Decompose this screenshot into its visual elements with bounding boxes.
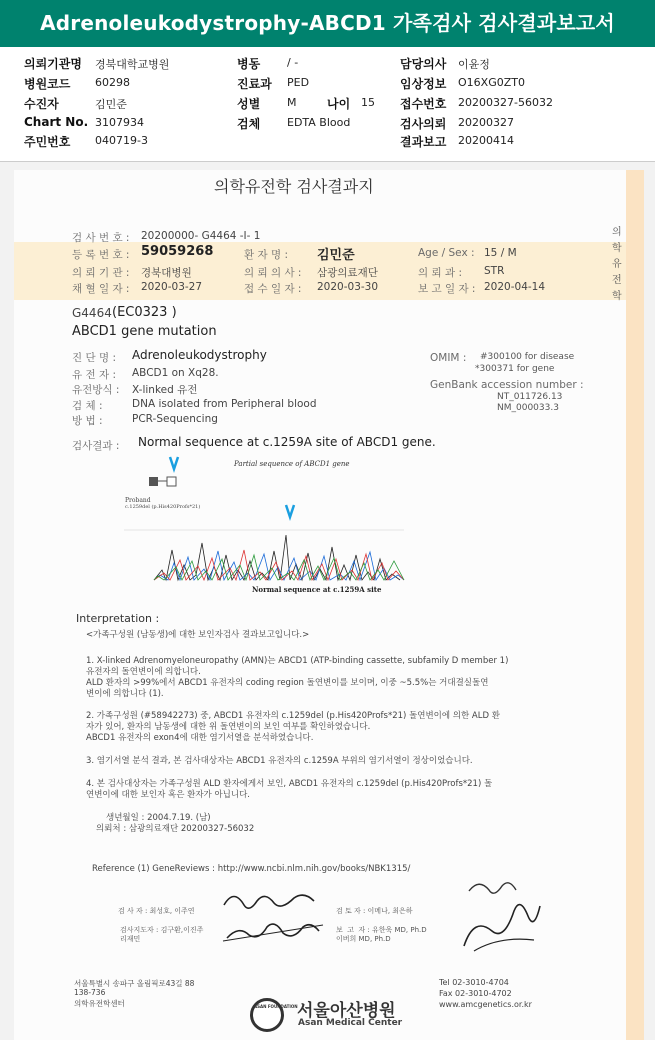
value-specimen-r: DNA isolated from Peripheral blood xyxy=(132,398,317,410)
value-ward: / - xyxy=(287,56,299,69)
reference: Reference (1) GeneReviews : http://www.ncbi.nlm.nih.gov/books/NBK1315/ xyxy=(92,864,411,874)
value-institution-r: 경북대병원 xyxy=(141,267,192,279)
side-text: 의학유전학 xyxy=(612,227,622,302)
interp-line-6: 자가 있어, 환자의 남동생에 대한 위 돌연변이의 보인 여부를 확인하였습니다. xyxy=(86,722,371,732)
value-institution: 경북대학교병원 xyxy=(95,58,170,71)
label-reg-no: 등 록 번 호 : xyxy=(72,249,130,261)
value-test-request: 20200327 xyxy=(458,116,514,129)
test-name: ABCD1 gene mutation xyxy=(72,324,217,339)
interp-line-1: 1. X-linked Adrenomyeloneuropathy (AMN)는 ABCD1 (ATP-binding cassette, subfamily D member 1) xyxy=(86,656,509,666)
interp-line-5: 2. 가족구성원 (#58942273) 중, ABCD1 유전자의 c.1259del (p.His420Profs*21) 돌연변이에 의한 ALD 환 xyxy=(86,711,500,721)
label-patient: 수진자 xyxy=(24,97,59,111)
report-heading: 의학유전학 검사결과지 xyxy=(214,177,374,196)
interp-birth: 생년월일 : 2004.7.19. (남) xyxy=(106,813,211,823)
label-dept: 진료과 xyxy=(237,77,272,91)
value-sex: M xyxy=(287,96,297,109)
label-receive-date: 접 수 일 자 : xyxy=(244,283,302,295)
report-title: Adrenoleukodystrophy-ABCD1 가족검사 검사결과보고서 xyxy=(0,0,655,47)
value-patient-name: 김민준 xyxy=(317,248,355,263)
test-code: G4464 xyxy=(72,306,112,320)
pedigree-arrow-icon xyxy=(170,457,178,469)
value-result: Normal sequence at c.1259A site of ABCD1 gene. xyxy=(138,435,436,449)
interp-line-9: 4. 본 검사대상자는 가족구성원 ALD 환자에게서 보인, ABCD1 유전자의 c.1259del (p.His420Profs*21) 돌 xyxy=(86,779,493,789)
label-requester: 의 뢰 의 사 : xyxy=(244,267,302,279)
label-specimen: 검체 xyxy=(237,117,261,131)
interp-line-7: ABCD1 유전자의 exon4에 대한 염기서열을 분석하였습니다. xyxy=(86,733,314,743)
label-doctor: 담당의사 xyxy=(400,57,447,71)
interp-line-3: ALD 환자의 >99%에서 ABCD1 유전자의 coding region 돌연변이를 보이며, 이중 ~5.5%는 거대결실돌연 xyxy=(86,678,489,688)
omim-disease: #300100 for disease xyxy=(480,352,575,362)
chromatogram-figure xyxy=(114,455,414,600)
value-reg-no: 59059268 xyxy=(141,244,214,259)
chromatogram-arrow-icon xyxy=(286,505,294,517)
value-clinical-info: O16XG0ZT0 xyxy=(458,76,525,89)
value-gene: ABCD1 on Xq28. xyxy=(132,367,219,379)
label-hospital-code: 병원코드 xyxy=(24,77,71,91)
interp-line-4: 변이에 의합니다 (1). xyxy=(86,689,164,699)
label-diagnosis: 진 단 명 : xyxy=(72,352,116,364)
side-stripe xyxy=(626,170,644,1040)
value-chart-no: 3107934 xyxy=(95,116,144,129)
label-gene: 유 전 자 : xyxy=(72,369,116,381)
pedigree-brother xyxy=(167,477,176,486)
header-info xyxy=(0,47,655,162)
label-dept-r: 의 뢰 과 : xyxy=(418,267,462,279)
value-collect-date: 2020-03-27 xyxy=(141,281,203,293)
value-method: PCR-Sequencing xyxy=(132,413,218,425)
interp-title: Interpretation : xyxy=(76,612,160,625)
label-patient-name: 환 자 명 : xyxy=(244,249,288,261)
value-result-report: 20200414 xyxy=(458,134,514,147)
pedigree-sub: c.1259del (p.His420Profs*21) xyxy=(125,504,201,510)
genbank-nt: NT_011726.13 xyxy=(497,392,563,402)
value-hospital-code: 60298 xyxy=(95,76,130,89)
signer-reporter: 보 고 자 : 유한욱 MD, Ph.D 이버희 MD, Ph.D xyxy=(336,926,427,943)
label-resident-no: 주민번호 xyxy=(24,135,71,149)
footer-fax: Fax 02-3010-4702 xyxy=(439,989,512,998)
value-doctor: 이윤정 xyxy=(458,58,490,71)
interp-line-2: 유전자의 돌연변이에 의합니다. xyxy=(86,667,201,677)
value-dept: PED xyxy=(287,76,310,89)
signature-marks xyxy=(219,883,329,943)
label-test-no: 검 사 번 호 : xyxy=(72,232,130,244)
value-age: 15 xyxy=(361,96,375,109)
label-ward: 병동 xyxy=(237,57,261,71)
footer-center: 의학유전학센터 xyxy=(74,999,125,1008)
footer-tel: Tel 02-3010-4704 xyxy=(439,978,509,987)
value-age-sex: 15 / M xyxy=(484,247,517,259)
signer-supervisor: 검사지도자 : 김구환,이진주 리재민 xyxy=(120,926,204,943)
label-receipt-no: 접수번호 xyxy=(400,97,447,111)
value-inheritance: X-linked 유전 xyxy=(132,384,198,396)
interp-line-8: 3. 염기서열 분석 결과, 본 검사대상자는 ABCD1 유전자의 c.1259A 부위의 염기서열이 정상이었습니다. xyxy=(86,756,473,766)
genbank-nm: NM_000033.3 xyxy=(497,403,559,413)
scanned-report xyxy=(14,170,644,1040)
value-diagnosis: Adrenoleukodystrophy xyxy=(132,348,267,362)
label-specimen-r: 검 체 : xyxy=(72,400,103,412)
value-test-no: 20200000- G4464 -I- 1 xyxy=(141,230,261,242)
value-patient: 김민준 xyxy=(95,98,127,111)
value-requester: 삼광의료재단 xyxy=(317,267,378,279)
label-omim: OMIM : xyxy=(430,352,467,364)
pedigree-label: Proband xyxy=(125,497,151,504)
label-report-date: 보 고 일 자 : xyxy=(418,283,476,295)
label-method: 방 법 : xyxy=(72,415,103,427)
label-institution-r: 의 뢰 기 관 : xyxy=(72,267,130,279)
value-receive-date: 2020-03-30 xyxy=(317,281,379,293)
label-age: 나이 xyxy=(327,97,351,111)
signer-reviewer: 검 토 자 : 이메나, 최은하 xyxy=(336,907,413,915)
footer-address: 서울특별시 송파구 올림픽로43길 88 xyxy=(74,979,195,988)
label-genbank: GenBank accession number : xyxy=(430,379,584,391)
interp-line-0: <가족구성원 (남동생)에 대한 보인자검사 결과보고입니다.> xyxy=(86,630,310,640)
value-specimen: EDTA Blood xyxy=(287,116,351,129)
label-clinical-info: 임상정보 xyxy=(400,77,447,91)
value-report-date: 2020-04-14 xyxy=(484,281,546,293)
footer-website: www.amcgenetics.or.kr xyxy=(439,1000,532,1009)
label-institution: 의뢰기관명 xyxy=(24,57,82,71)
hospital-logo-text: 서울아산병원 xyxy=(297,1001,396,1021)
value-resident-no: 040719-3 xyxy=(95,134,148,147)
label-test-request: 검사의뢰 xyxy=(400,117,447,131)
chromatogram-title: Partial sequence of ABCD1 gene xyxy=(234,460,350,468)
signer-examiner: 검 사 자 : 최성호, 이주연 xyxy=(118,907,195,915)
footer-zip: 138-736 xyxy=(74,988,106,997)
value-dept-r: STR xyxy=(484,265,505,277)
interp-line-10: 연변이에 대한 보인자 혹은 환자가 아닙니다. xyxy=(86,790,251,800)
chromatogram-caption: Normal sequence at c.1259A site xyxy=(252,585,382,594)
label-inheritance: 유전방식 : xyxy=(72,384,120,396)
label-sex: 성별 xyxy=(237,97,261,111)
pedigree-proband xyxy=(149,477,158,486)
seal-text: ASAN FOUNDATION xyxy=(254,1004,298,1009)
omim-gene: *300371 for gene xyxy=(475,364,555,374)
label-chart-no: Chart No. xyxy=(24,115,89,129)
label-collect-date: 채 혈 일 자 : xyxy=(72,283,130,295)
label-result-report: 결과보고 xyxy=(400,135,447,149)
value-receipt-no: 20200327-56032 xyxy=(458,96,553,109)
test-code2: (EC0323 ) xyxy=(112,305,177,320)
hospital-logo-sub: Asan Medical Center xyxy=(298,1018,403,1028)
signature-reporter-marks xyxy=(454,876,544,956)
interp-requester: 의뢰처 : 삼광의료재단 20200327-56032 xyxy=(96,824,255,834)
label-age-sex: Age / Sex : xyxy=(418,247,475,259)
label-result: 검사결과 : xyxy=(72,440,120,452)
